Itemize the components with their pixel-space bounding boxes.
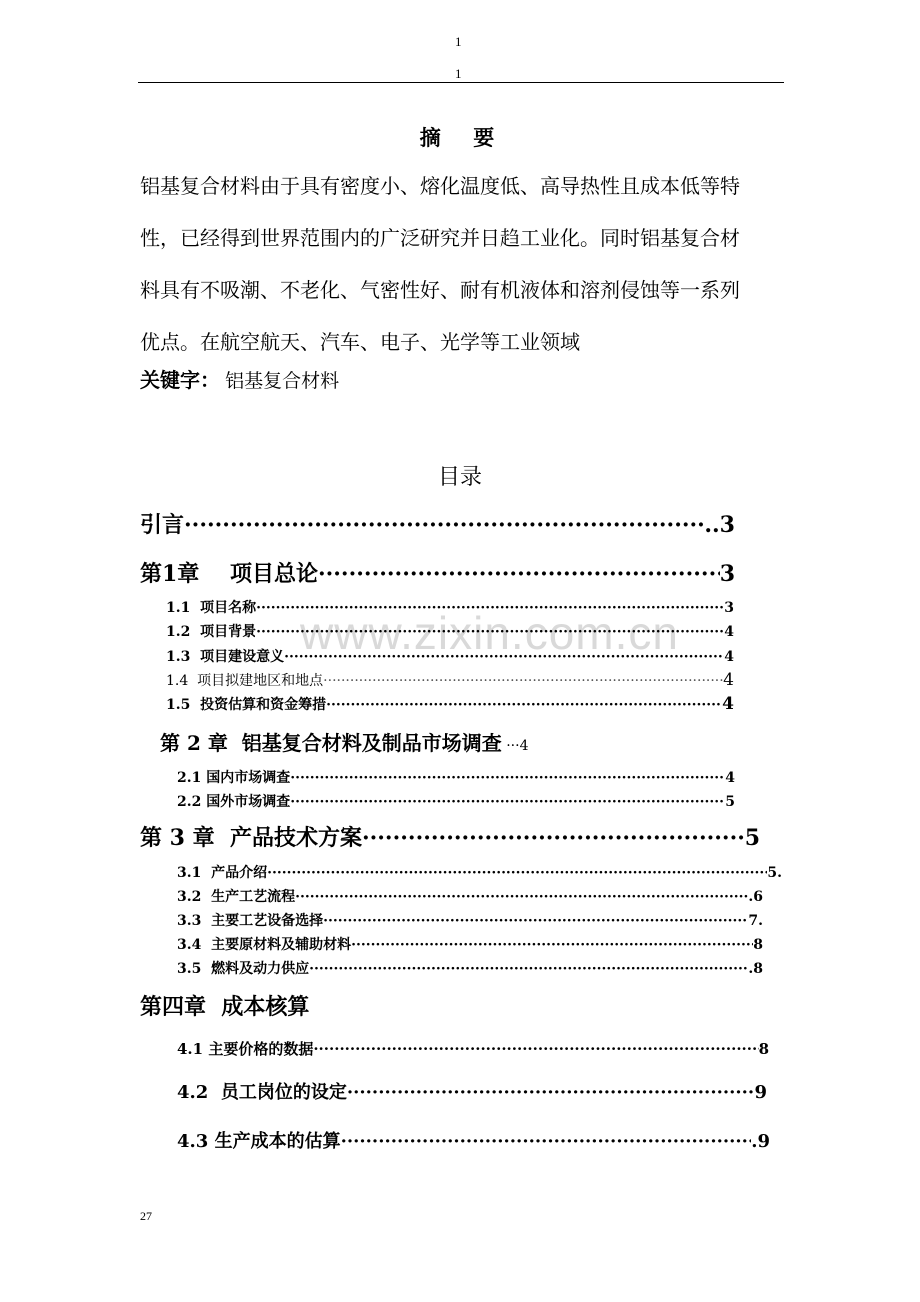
abstract-line: 优点。在航空航天、汽车、电子、光学等工业领域	[140, 330, 580, 354]
abstract-line: 性，已经得到世界范围内的广泛研究并日趋工业化。同时铝基复合材	[140, 226, 740, 250]
toc-entry-intro[interactable]: 引言 ····· ..3	[140, 508, 735, 539]
toc-entry-chapter-1[interactable]: 第1章 项目总论 ····· 3	[140, 557, 735, 588]
keywords-label: 关键字：	[140, 368, 220, 392]
toc-entry-3-4[interactable]: 3.4 主要原材料及辅助材料 ····· 8	[177, 934, 763, 954]
footer-page-number: 27	[140, 1209, 152, 1223]
toc-entry-1-4[interactable]: 1.4 项目拟建地区和地点 ····· 4	[166, 670, 734, 690]
toc-entry-3-1[interactable]: 3.1 产品介绍 ····· 5.	[177, 862, 782, 882]
keywords-value: 铝基复合材料	[225, 370, 340, 392]
abstract-title: 摘 要	[419, 125, 501, 150]
toc-entry-4-3[interactable]: 4.3 生产成本的估算 ····· .9	[177, 1127, 770, 1153]
toc-entry-2-1[interactable]: 2.1 国内市场调查 ····· 4	[177, 767, 735, 787]
abstract-line: 铝基复合材料由于具有密度小、熔化温度低、高导热性且成本低等特	[140, 174, 740, 198]
header-page-number-secondary: 1	[455, 66, 462, 81]
toc-entry-3-2[interactable]: 3.2 生产工艺流程 ····· .6	[177, 886, 763, 906]
toc-entry-4-1[interactable]: 4.1 主要价格的数据 ····· 8	[177, 1038, 769, 1059]
toc-entry-1-5[interactable]: 1.5 投资估算和资金筹措 ····· 4	[166, 694, 734, 714]
toc-entry-1-2[interactable]: 1.2 项目背景 ····· 4	[166, 621, 734, 641]
toc-entry-3-3[interactable]: 3.3 主要工艺设备选择 ····· 7.	[177, 910, 763, 930]
header-page-number: 1	[455, 34, 462, 49]
toc-entry-chapter-4[interactable]: 第四章 成本核算	[140, 994, 310, 1020]
header-rule	[138, 82, 784, 83]
toc-entry-chapter-3[interactable]: 第 3 章 产品技术方案 ····· 5	[140, 821, 760, 852]
watermark: www.zixin.com.cn	[300, 607, 679, 659]
toc-title: 目录	[437, 465, 482, 490]
keywords	[140, 364, 339, 393]
toc-entry-chapter-2[interactable]: 第 2 章 铝基复合材料及制品市场调查 ··· 4	[160, 731, 529, 755]
toc-entry-2-2[interactable]: 2.2 国外市场调查 ····· 5	[177, 791, 735, 811]
abstract-line: 料具有不吸潮、不老化、气密性好、耐有机液体和溶剂侵蚀等一系列	[140, 278, 740, 302]
toc-entry-1-3[interactable]: 1.3 项目建设意义 ····· 4	[166, 646, 734, 666]
toc-entry-1-1[interactable]: 1.1 项目名称 ····· 3	[166, 597, 734, 617]
toc-entry-4-2[interactable]: 4.2 员工岗位的设定 ····· 9	[177, 1078, 767, 1104]
toc-entry-3-5[interactable]: 3.5 燃料及动力供应 ····· .8	[177, 958, 763, 978]
abstract-body	[140, 160, 790, 368]
